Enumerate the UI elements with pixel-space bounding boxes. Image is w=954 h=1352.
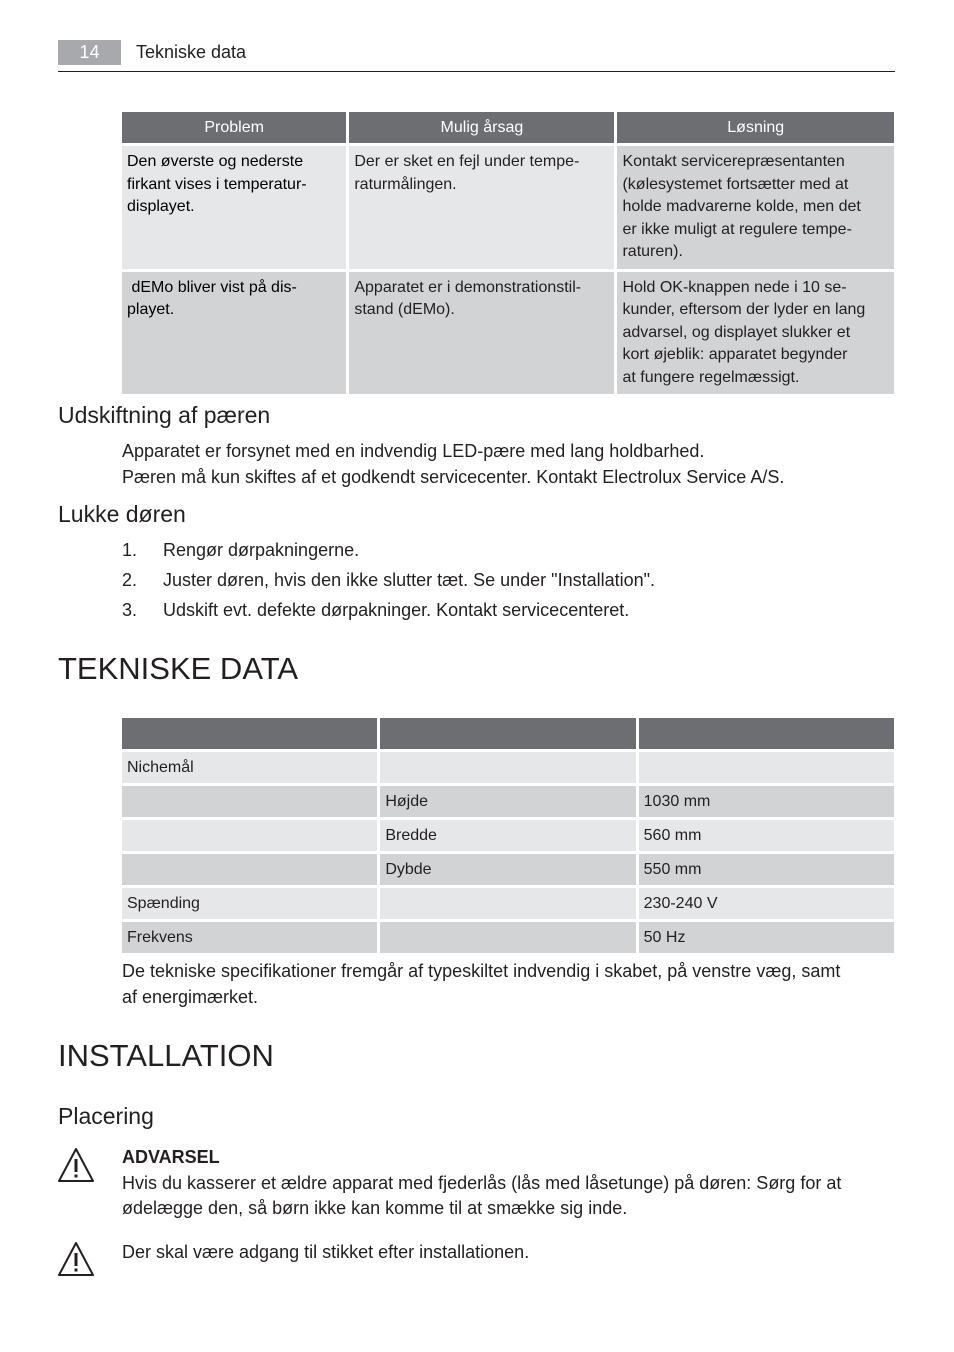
step-text: Rengør dørpakningerne. — [163, 540, 360, 560]
step-number: 3. — [122, 600, 138, 620]
tech-data-table — [119, 715, 897, 956]
table-row — [122, 146, 894, 269]
page-number: 14 — [58, 40, 121, 65]
placement-heading: Placering — [58, 1103, 154, 1129]
step-number: 2. — [122, 570, 138, 590]
page-header — [58, 40, 895, 72]
spec-label — [122, 854, 377, 885]
spec-sub — [380, 752, 635, 783]
warning-text-2: ødelægge den, så børn ikke kan komme til at smække sig inde. — [122, 1198, 628, 1218]
warning-label: ADVARSEL — [122, 1147, 220, 1167]
table-row — [122, 922, 894, 953]
bulb-text-1: Apparatet er forsynet med en indvendig LED-pære med lang holdbarhed. — [122, 441, 705, 461]
spec-label — [122, 820, 377, 851]
step-text: Juster døren, hvis den ikke slutter tæt. Se under "Installation". — [163, 570, 656, 590]
solution-cell: Kontakt servicerepræsentanten (kølesystemet fortsætter med at holde madvarerne kolde, men det er ikke muligt at regulere tempe- raturen). — [617, 146, 894, 269]
spec-value: 230-240 V — [639, 888, 894, 919]
cause-cell: Apparatet er i demonstrationstil- stand (dEMo). — [349, 272, 614, 395]
spec-sub — [380, 922, 635, 953]
problem-cell: dEMo bliver vist på dis- playet. — [122, 272, 346, 395]
warning-icon — [57, 1241, 95, 1277]
spec-value: 560 mm — [639, 820, 894, 851]
table-row — [122, 820, 894, 851]
spec-label — [122, 786, 377, 817]
door-heading: Lukke døren — [58, 501, 186, 527]
spec-sub: Dybde — [380, 854, 635, 885]
spec-label: Nichemål — [122, 752, 377, 783]
col-header-problem: Problem — [122, 112, 346, 143]
col-header — [122, 718, 377, 749]
col-header — [639, 718, 894, 749]
cause-cell: Der er sket en fejl under tempe- raturmålingen. — [349, 146, 614, 269]
solution-cell: Hold OK-knappen nede i 10 se- kunder, eftersom der lyder en lang advarsel, og displayet slukker et kort øjeblik: apparatet begynder at fungere regelmæssigt. — [617, 272, 894, 395]
spec-value — [639, 752, 894, 783]
bulb-text-2: Pæren må kun skiftes af et godkendt servicecenter. Kontakt Electrolux Service A/S. — [122, 467, 785, 487]
table-row — [122, 786, 894, 817]
spec-sub — [380, 888, 635, 919]
installation-heading: INSTALLATION — [58, 1038, 274, 1073]
col-header — [380, 718, 635, 749]
table-row — [122, 854, 894, 885]
spec-label: Frekvens — [122, 922, 377, 953]
table-row — [122, 888, 894, 919]
table-row — [122, 752, 894, 783]
spec-value: 550 mm — [639, 854, 894, 885]
running-title: Tekniske data — [136, 42, 247, 62]
spec-sub: Bredde — [380, 820, 635, 851]
col-header-cause: Mulig årsag — [349, 112, 614, 143]
col-header-solution: Løsning — [617, 112, 894, 143]
step-number: 1. — [122, 540, 138, 560]
problem-cell: Den øverste og nederste firkant vises i temperatur- displayet. — [122, 146, 346, 269]
table-row — [122, 272, 894, 395]
spec-value: 1030 mm — [639, 786, 894, 817]
bulb-heading: Udskiftning af pæren — [58, 402, 271, 428]
spec-label: Spænding — [122, 888, 377, 919]
tech-note-1: De tekniske specifikationer fremgår af typeskiltet indvendig i skabet, på venstre væg, samt — [122, 961, 841, 981]
socket-note: Der skal være adgang til stikket efter installationen. — [122, 1242, 530, 1262]
troubleshooting-table — [119, 109, 897, 397]
warning-icon — [57, 1147, 95, 1183]
tech-note-2: af energimærket. — [122, 987, 259, 1007]
spec-sub: Højde — [380, 786, 635, 817]
warning-text-1: Hvis du kasserer et ældre apparat med fjederlås (lås med låsetunge) på døren: Sørg for at — [122, 1173, 842, 1193]
spec-value: 50 Hz — [639, 922, 894, 953]
step-text: Udskift evt. defekte dørpakninger. Kontakt servicecenteret. — [163, 600, 630, 620]
tech-heading: TEKNISKE DATA — [58, 651, 299, 686]
